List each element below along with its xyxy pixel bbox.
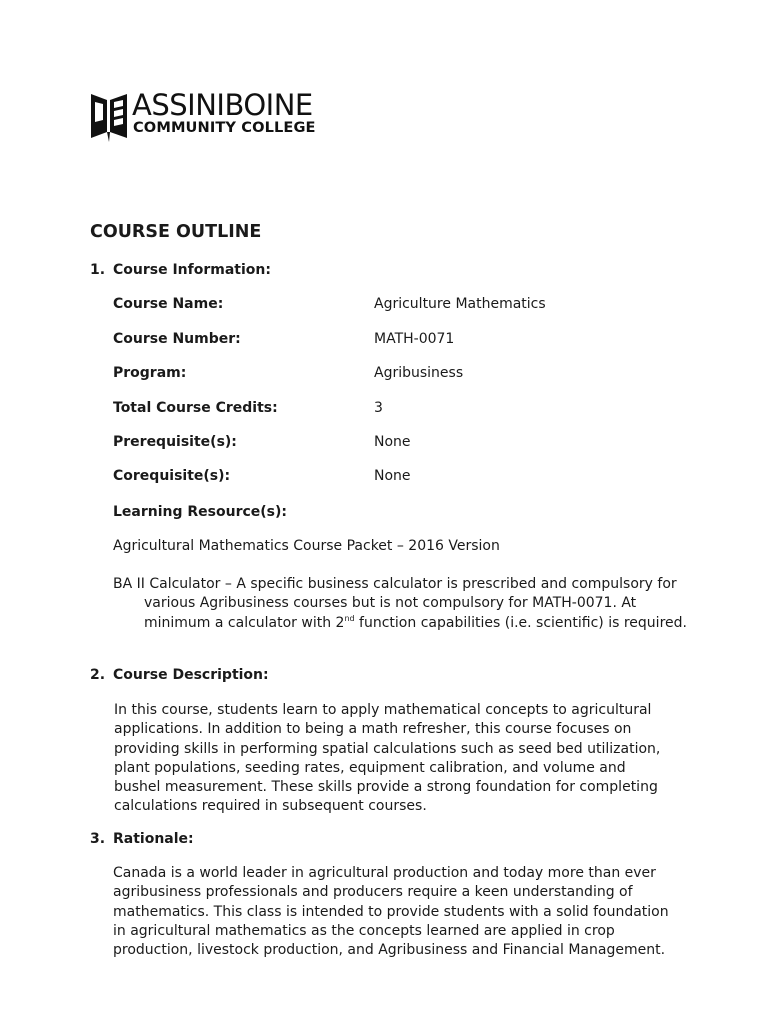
course-name-value: Agriculture Mathematics	[374, 296, 546, 312]
section-1-number: 1.	[90, 262, 106, 278]
course-number-value: MATH-0071	[374, 331, 455, 347]
course-description: In this course, students learn to apply mathematical concepts to agricultural applications. In addition to being a math refresher, this course focuses on providing skills in performing spatial calculations such as seed bed utilization, plant populations, seeding rates, equipment calibration, and volume and bushel measurement. These skills provide a strong foundation for completing calculations required in subsequent courses.	[114, 702, 661, 815]
section-2-number: 2.	[90, 667, 106, 683]
learning-resources-label: Learning Resource(s):	[113, 504, 288, 520]
logo-wordmark: ASSINIBOINE	[132, 88, 313, 122]
corequisites-value: None	[374, 468, 411, 484]
credits-value: 3	[374, 400, 383, 416]
course-number-label: Course Number:	[113, 331, 241, 347]
resource-2-text-end: function capabilities (i.e. scientific) is required.	[354, 614, 687, 631]
section-1-heading: Course Information:	[113, 262, 271, 278]
document-title: COURSE OUTLINE	[90, 222, 262, 242]
prerequisites-label: Prerequisite(s):	[113, 434, 237, 450]
credits-label: Total Course Credits:	[113, 400, 278, 416]
rationale-text: Canada is a world leader in agricultural production and today more than ever agribusiness professionals and producers require a keen understanding of mathematics. This class is intended to provide students with a solid foundation in agricultural mathematics as the concepts learned are applied in crop production, livestock production, and Agribusiness and Financial Management.	[113, 865, 669, 959]
corequisites-label: Corequisite(s):	[113, 468, 231, 484]
learning-resource-1: Agricultural Mathematics Course Packet – 2016 Version	[113, 538, 500, 554]
resource-2-text: BA II Calculator – A specific business calculator is prescribed and compulsory for various Agribusiness courses but is not compulsory for MATH-0071. At minimum a calculator with 2	[113, 576, 677, 631]
learning-resource-2	[113, 575, 706, 633]
section-3-number: 3.	[90, 831, 106, 847]
logo-subtitle: COMMUNITY COLLEGE	[133, 119, 316, 136]
college-crest-icon	[90, 92, 128, 142]
course-name-label: Course Name:	[113, 296, 224, 312]
section-2-heading: Course Description:	[113, 667, 269, 683]
program-label: Program:	[113, 365, 187, 381]
prerequisites-value: None	[374, 434, 411, 450]
section-3-heading: Rationale:	[113, 831, 194, 847]
program-value: Agribusiness	[374, 365, 464, 381]
resource-2-superscript: nd	[344, 613, 355, 623]
